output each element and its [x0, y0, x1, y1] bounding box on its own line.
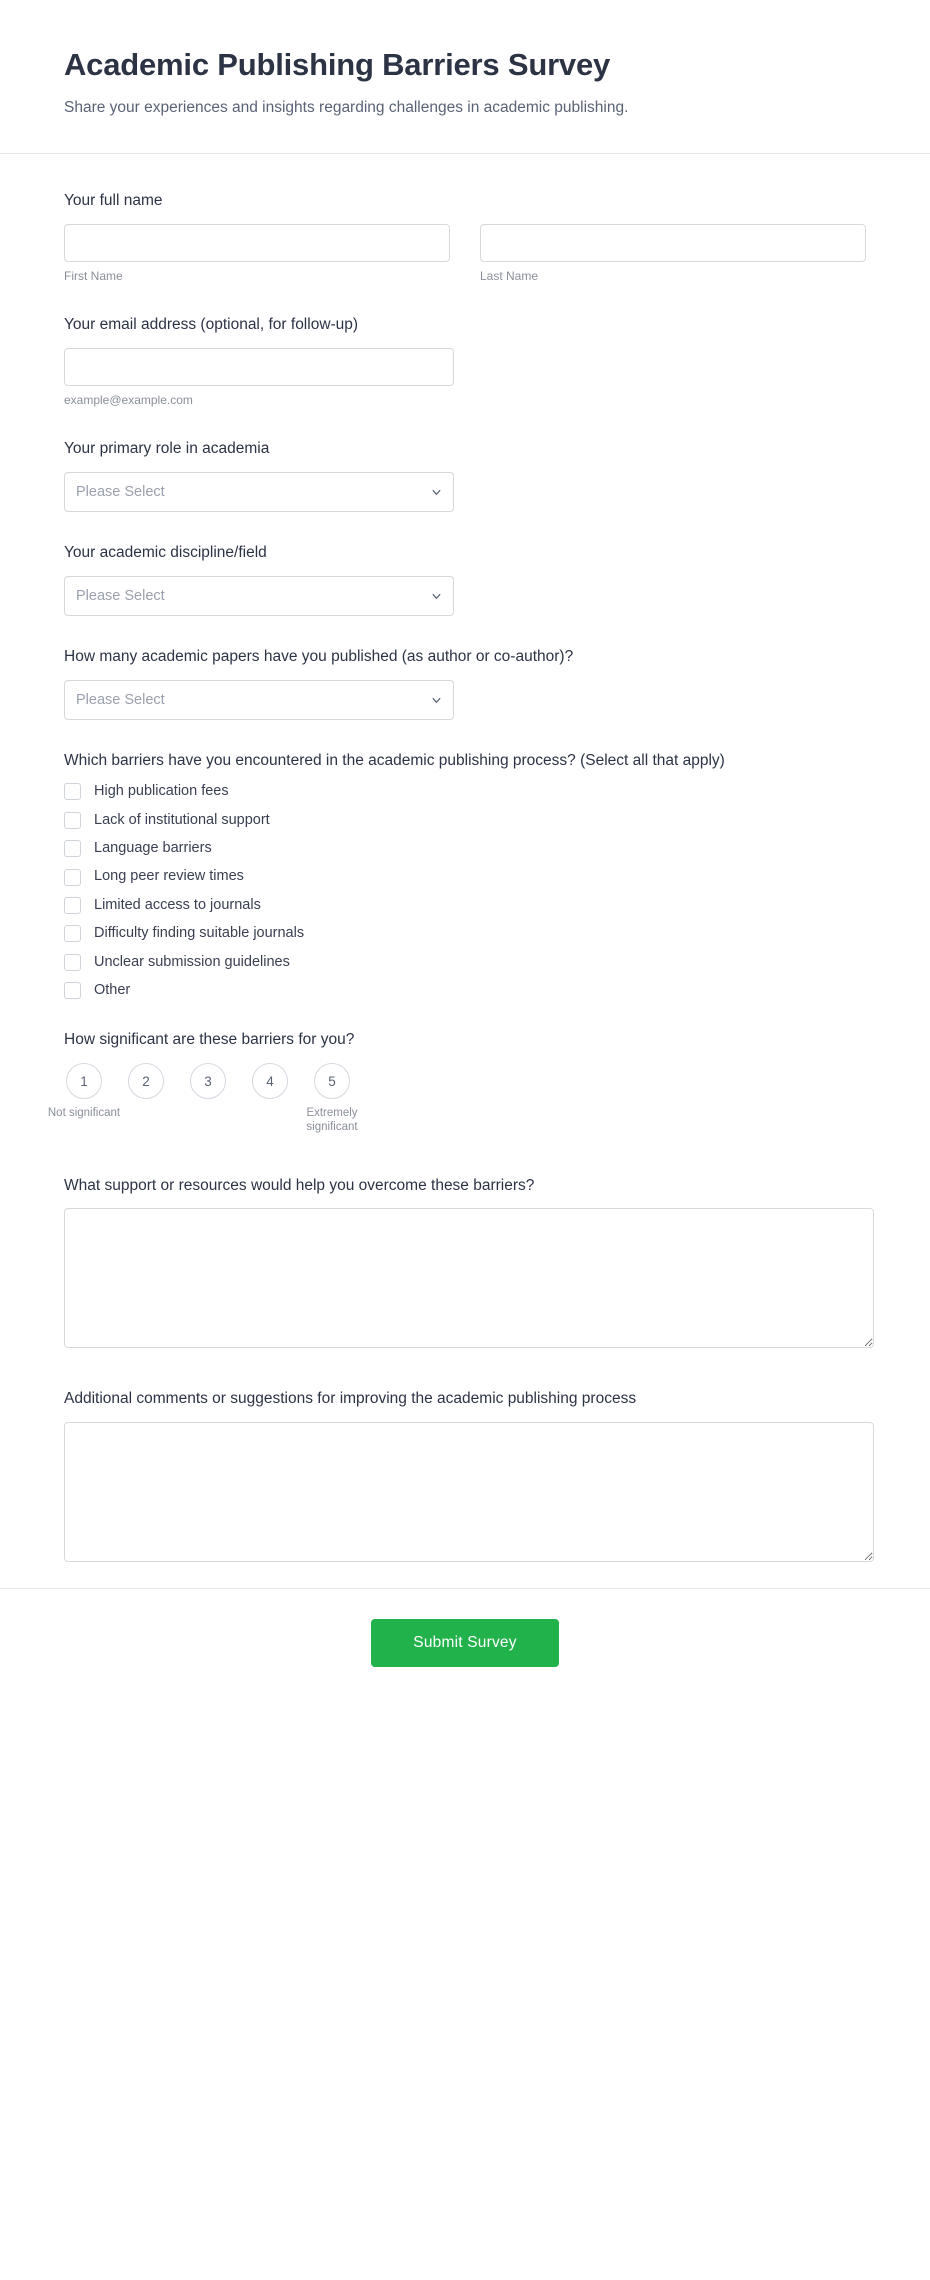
first-name-sublabel: First Name [64, 268, 123, 283]
role-select[interactable] [64, 472, 454, 512]
form-footer [0, 1588, 930, 1707]
checkbox-label: Language barriers [94, 839, 212, 856]
checkbox-option[interactable] [64, 897, 866, 914]
scale-value[interactable]: 2 [128, 1063, 164, 1099]
checkbox-icon[interactable] [64, 812, 81, 829]
scale-high-caption: Extremely significant [306, 1107, 358, 1134]
barriers-label: Which barriers have you encountered in the academic publishing process? (Select all that apply) [64, 751, 725, 769]
support-textarea[interactable] [64, 1208, 874, 1348]
scale-value[interactable]: 3 [190, 1063, 226, 1099]
papers-label: How many academic papers have you published (as author or co-author)? [64, 647, 574, 665]
last-name-sublabel: Last Name [480, 268, 539, 283]
scale-value[interactable]: 5 [314, 1063, 350, 1099]
email-input[interactable] [64, 348, 454, 386]
checkbox-label: Long peer review times [94, 868, 244, 885]
page-title: Academic Publishing Barriers Survey [64, 47, 611, 82]
comments-label: Additional comments or suggestions for improving the academic publishing process [64, 1390, 637, 1408]
field-full-name [64, 190, 866, 284]
checkbox-option[interactable] [64, 868, 866, 885]
field-email [64, 314, 866, 408]
field-significance [47, 1029, 866, 1134]
last-name-input[interactable] [480, 224, 866, 262]
scale-item-4[interactable] [250, 1063, 290, 1099]
role-label: Your primary role in academia [64, 440, 270, 458]
checkbox-option[interactable] [64, 840, 866, 857]
checkbox-label: Limited access to journals [94, 896, 261, 913]
email-label: Your email address (optional, for follow-up) [64, 316, 359, 334]
scale-item-5[interactable] [306, 1063, 358, 1135]
checkbox-label: High publication fees [94, 783, 229, 800]
scale-value[interactable]: 4 [252, 1063, 288, 1099]
papers-select[interactable] [64, 680, 454, 720]
papers-select-wrapper [64, 680, 454, 720]
checkbox-label: Other [94, 981, 131, 998]
discipline-label: Your academic discipline/field [64, 544, 267, 562]
last-name-column [480, 224, 866, 285]
checkbox-icon[interactable] [64, 982, 81, 999]
first-name-input[interactable] [64, 224, 450, 262]
field-barriers [64, 750, 866, 1000]
full-name-label: Your full name [64, 191, 163, 209]
scale-item-2[interactable] [126, 1063, 166, 1099]
checkbox-icon[interactable] [64, 840, 81, 857]
checkbox-icon[interactable] [64, 869, 81, 886]
form-body [0, 154, 930, 1562]
checkbox-label: Lack of institutional support [94, 811, 270, 828]
checkbox-option[interactable] [64, 982, 866, 999]
first-name-column [64, 224, 450, 285]
email-sublabel: example@example.com [64, 392, 193, 407]
scale-low-caption: Not significant [47, 1107, 121, 1119]
comments-textarea[interactable] [64, 1422, 874, 1562]
scale-row [47, 1063, 866, 1135]
support-label: What support or resources would help you overcome these barriers? [64, 1176, 535, 1194]
checkbox-label: Difficulty finding suitable journals [94, 925, 305, 942]
checkbox-icon[interactable] [64, 783, 81, 800]
page-subtitle: Share your experiences and insights regarding challenges in academic publishing. [64, 99, 629, 117]
checkbox-option[interactable] [64, 925, 866, 942]
field-discipline [64, 542, 866, 616]
role-select-wrapper [64, 472, 454, 512]
checkbox-label: Unclear submission guidelines [94, 953, 290, 970]
scale-value[interactable]: 1 [66, 1063, 102, 1099]
discipline-select[interactable] [64, 576, 454, 616]
field-support [64, 1175, 866, 1349]
full-name-row [64, 224, 866, 285]
field-comments [64, 1388, 866, 1562]
scale-item-3[interactable] [188, 1063, 228, 1099]
discipline-select-wrapper [64, 576, 454, 616]
form-header [0, 0, 930, 154]
checkbox-icon[interactable] [64, 897, 81, 914]
scale-item-1[interactable] [47, 1063, 121, 1120]
checkbox-option[interactable] [64, 954, 866, 971]
checkbox-option[interactable] [64, 783, 866, 800]
submit-button[interactable]: Submit Survey [371, 1619, 558, 1667]
barriers-checkbox-list [64, 783, 866, 999]
significance-label: How significant are these barriers for you? [64, 1031, 355, 1049]
checkbox-icon[interactable] [64, 954, 81, 971]
checkbox-icon[interactable] [64, 925, 81, 942]
significance-scale [47, 1063, 866, 1135]
field-papers-published [64, 646, 866, 720]
checkbox-option[interactable] [64, 812, 866, 829]
field-role [64, 438, 866, 512]
